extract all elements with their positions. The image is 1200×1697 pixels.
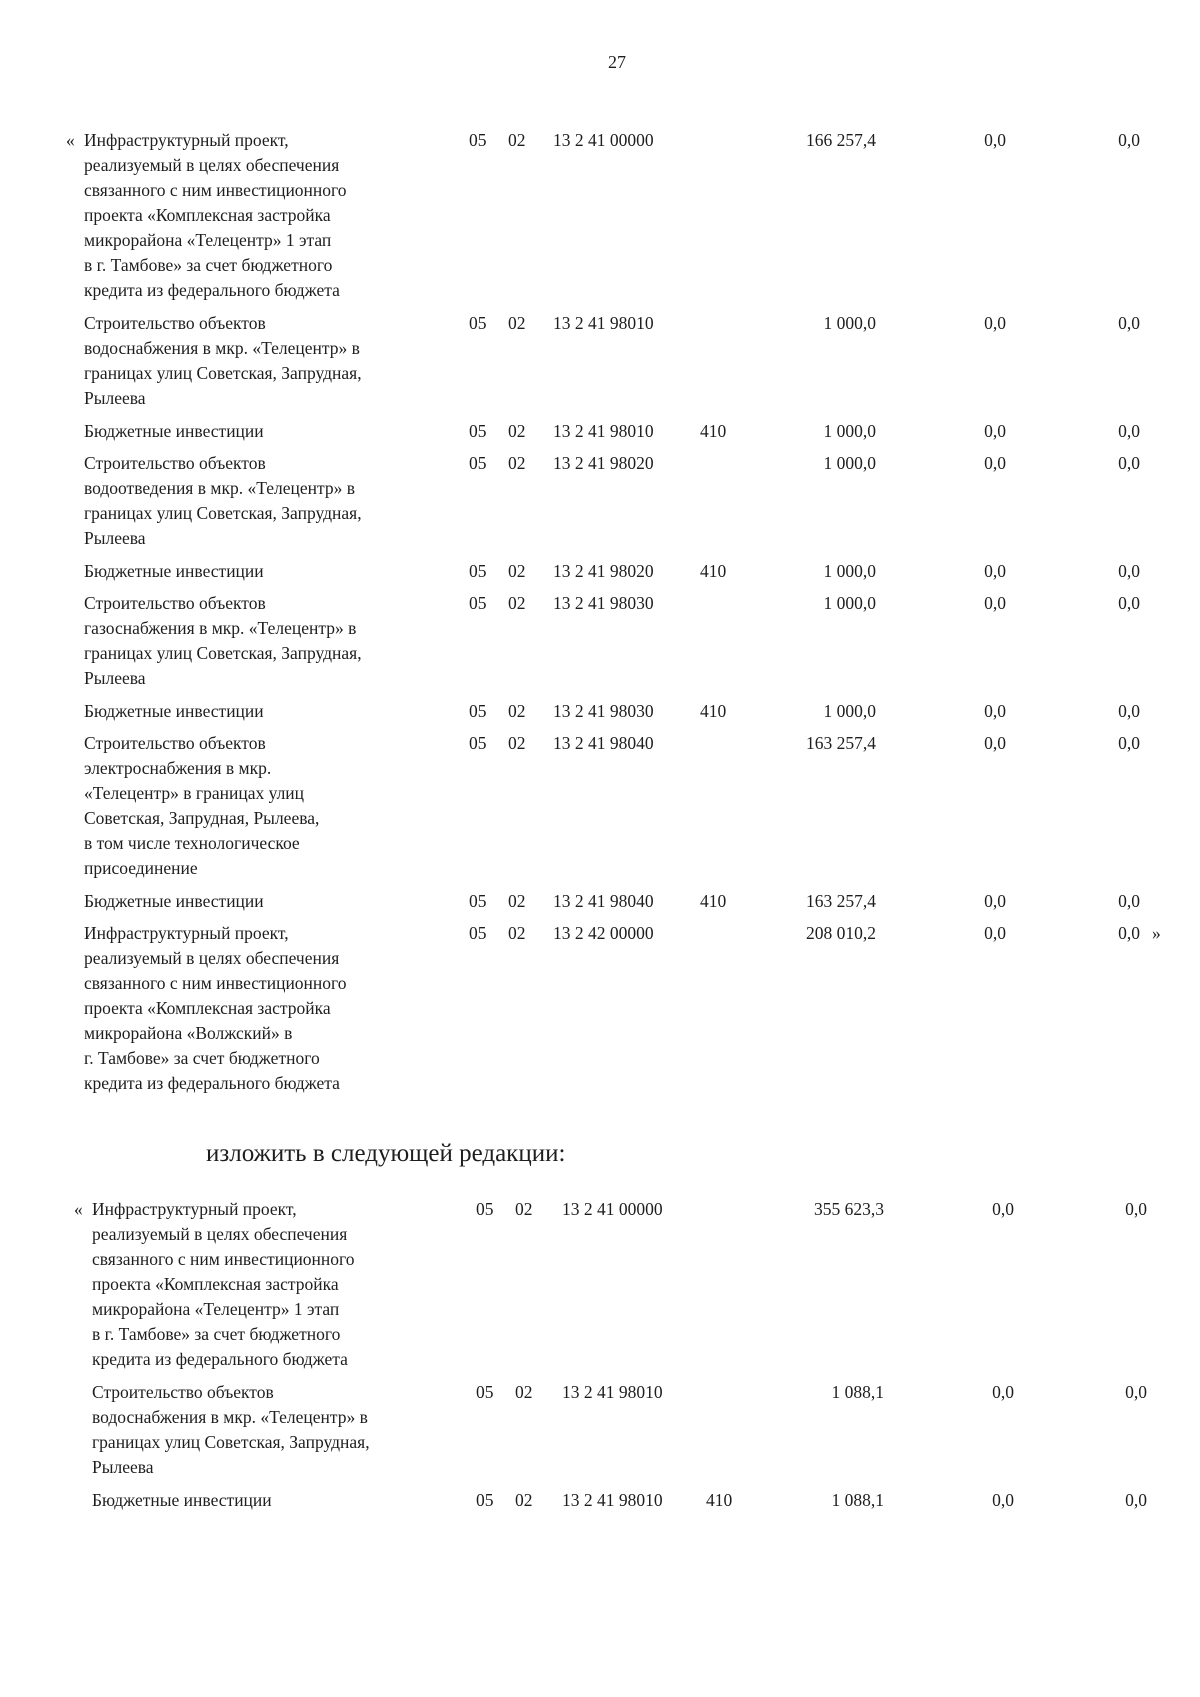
row-name: [84, 451, 454, 551]
amount-year-2: 0,0: [984, 561, 1006, 581]
section-code: 05: [469, 313, 487, 333]
table-row: [0, 128, 1200, 303]
row-name: [84, 311, 454, 411]
amount-year-2: 0,0: [984, 701, 1006, 721]
section-code: 05: [469, 733, 487, 753]
row-name-line: Инфраструктурный проект,: [84, 130, 289, 150]
page-number: 27: [608, 52, 626, 72]
row-name: [66, 128, 454, 303]
target-article-code: 13 2 41 98020: [553, 561, 654, 581]
subsection-code: 02: [508, 733, 526, 753]
row-name-line: кредита из федерального бюджета: [92, 1349, 348, 1369]
row-name-line: границах улиц Советская, Запрудная,: [92, 1432, 370, 1452]
row-name-line: Рылеева: [84, 388, 146, 408]
target-article-code: 13 2 41 98010: [562, 1490, 663, 1510]
amount-year-2: 0,0: [984, 891, 1006, 911]
expense-type-code: 410: [706, 1490, 733, 1510]
subsection-code: 02: [508, 701, 526, 721]
amount-year-1: 1 000,0: [823, 701, 876, 721]
amount-year-2: 0,0: [992, 1199, 1014, 1219]
amount-year-2: 0,0: [984, 453, 1006, 473]
target-article-code: 13 2 41 98030: [553, 593, 654, 613]
row-name-line: кредита из федерального бюджета: [84, 1073, 340, 1093]
section-code: 05: [469, 453, 487, 473]
subsection-code: 02: [508, 923, 526, 943]
budget-table-old: [0, 128, 1200, 1104]
target-article-code: 13 2 41 98010: [553, 313, 654, 333]
row-name-line: микрорайона «Телецентр» 1 этап: [84, 230, 332, 250]
amount-year-3: 0,0: [1118, 923, 1140, 943]
row-name-line: Рылеева: [84, 668, 146, 688]
table-row: [0, 889, 1200, 914]
subsection-code: 02: [508, 130, 526, 150]
target-article-code: 13 2 42 00000: [553, 923, 654, 943]
amount-year-3: 0,0: [1125, 1490, 1147, 1510]
target-article-code: 13 2 41 98030: [553, 701, 654, 721]
row-name-line: границах улиц Советская, Запрудная,: [84, 503, 362, 523]
amount-year-3: 0,0: [1118, 130, 1140, 150]
row-name: [84, 419, 454, 444]
expense-type-code: 410: [700, 561, 727, 581]
amount-year-2: 0,0: [984, 421, 1006, 441]
subsection-code: 02: [508, 313, 526, 333]
subsection-code: 02: [515, 1490, 533, 1510]
amount-year-2: 0,0: [992, 1490, 1014, 1510]
row-name-line: проекта «Комплексная застройка: [92, 1274, 339, 1294]
target-article-code: 13 2 41 98010: [553, 421, 654, 441]
row-name-line: Советская, Запрудная, Рылеева,: [84, 808, 320, 828]
amount-year-3: 0,0: [1118, 891, 1140, 911]
expense-type-code: 410: [700, 701, 727, 721]
row-name: [92, 1488, 462, 1513]
row-name-line: проекта «Комплексная застройка: [84, 998, 331, 1018]
section-code: 05: [469, 891, 487, 911]
row-name-line: реализуемый в целях обеспечения: [92, 1224, 348, 1244]
subsection-code: 02: [508, 421, 526, 441]
table-row: [0, 731, 1200, 881]
row-name: [84, 731, 454, 881]
expense-type-code: 410: [700, 421, 727, 441]
amount-year-2: 0,0: [992, 1382, 1014, 1402]
section-code: 05: [469, 130, 487, 150]
budget-table-new: [0, 1197, 1200, 1520]
row-name-line: Бюджетные инвестиции: [84, 421, 264, 441]
section-code: 05: [476, 1382, 494, 1402]
target-article-code: 13 2 41 98040: [553, 733, 654, 753]
row-name-line: присоединение: [84, 858, 198, 878]
row-name-line: Строительство объектов: [92, 1382, 274, 1402]
table-row: [0, 451, 1200, 551]
target-article-code: 13 2 41 00000: [562, 1199, 663, 1219]
amount-year-3: 0,0: [1118, 313, 1140, 333]
table-row: [0, 1488, 1200, 1513]
amount-year-3: 0,0: [1125, 1382, 1147, 1402]
row-name-line: границах улиц Советская, Запрудная,: [84, 643, 362, 663]
row-name-line: Строительство объектов: [84, 593, 266, 613]
row-name: [84, 591, 454, 691]
row-name: [84, 559, 454, 584]
row-name-line: Бюджетные инвестиции: [84, 701, 264, 721]
row-name-line: связанного с ним инвестиционного: [84, 180, 347, 200]
amount-year-1: 1 000,0: [823, 453, 876, 473]
row-name-line: в г. Тамбове» за счет бюджетного: [84, 255, 333, 275]
row-name-line: Рылеева: [84, 528, 146, 548]
close-quote: »: [1152, 923, 1161, 943]
row-name-line: водоотведения в мкр. «Телецентр» в: [84, 478, 355, 498]
section-code: 05: [469, 421, 487, 441]
row-name-line: кредита из федерального бюджета: [84, 280, 340, 300]
row-name-line: «Телецентр» в границах улиц: [84, 783, 305, 803]
amount-year-1: 1 000,0: [823, 421, 876, 441]
amount-year-1: 163 257,4: [806, 891, 876, 911]
amount-year-3: 0,0: [1118, 733, 1140, 753]
amount-year-1: 166 257,4: [806, 130, 876, 150]
row-name-line: в г. Тамбове» за счет бюджетного: [92, 1324, 341, 1344]
row-name-line: Строительство объектов: [84, 453, 266, 473]
amount-year-1: 1 088,1: [831, 1382, 884, 1402]
section-code: 05: [476, 1199, 494, 1219]
amount-year-3: 0,0: [1118, 421, 1140, 441]
amount-year-1: 355 623,3: [814, 1199, 884, 1219]
instruction-text: изложить в следующей редакции:: [206, 1140, 566, 1167]
row-name-line: реализуемый в целях обеспечения: [84, 948, 340, 968]
table-row: [0, 591, 1200, 691]
row-name-line: электроснабжения в мкр.: [84, 758, 272, 778]
row-name-line: Бюджетные инвестиции: [84, 561, 264, 581]
table-row: [0, 699, 1200, 724]
open-quote: «: [74, 1199, 83, 1219]
target-article-code: 13 2 41 98020: [553, 453, 654, 473]
row-name: [84, 889, 454, 914]
amount-year-2: 0,0: [984, 130, 1006, 150]
subsection-code: 02: [515, 1199, 533, 1219]
subsection-code: 02: [508, 593, 526, 613]
amount-year-2: 0,0: [984, 593, 1006, 613]
row-name-line: Строительство объектов: [84, 313, 266, 333]
section-code: 05: [469, 701, 487, 721]
table-row: [0, 1197, 1200, 1372]
amount-year-2: 0,0: [984, 313, 1006, 333]
row-name-line: Рылеева: [92, 1457, 154, 1477]
amount-year-1: 1 000,0: [823, 561, 876, 581]
amount-year-3: 0,0: [1118, 701, 1140, 721]
table-row: [0, 921, 1200, 1096]
amount-year-1: 1 088,1: [831, 1490, 884, 1510]
subsection-code: 02: [515, 1382, 533, 1402]
amount-year-3: 0,0: [1118, 453, 1140, 473]
row-name-line: Строительство объектов: [84, 733, 266, 753]
amount-year-1: 208 010,2: [806, 923, 876, 943]
row-name-line: г. Тамбове» за счет бюджетного: [84, 1048, 320, 1068]
section-code: 05: [469, 923, 487, 943]
table-row: [0, 311, 1200, 411]
row-name: [84, 699, 454, 724]
row-name-line: водоснабжения в мкр. «Телецентр» в: [84, 338, 360, 358]
subsection-code: 02: [508, 453, 526, 473]
subsection-code: 02: [508, 561, 526, 581]
subsection-code: 02: [508, 891, 526, 911]
amount-year-3: 0,0: [1125, 1199, 1147, 1219]
amount-year-1: 1 000,0: [823, 313, 876, 333]
row-name-line: Инфраструктурный проект,: [92, 1199, 297, 1219]
section-code: 05: [476, 1490, 494, 1510]
row-name-line: микрорайона «Волжский» в: [84, 1023, 293, 1043]
amount-year-3: 0,0: [1118, 561, 1140, 581]
table-row: [0, 1380, 1200, 1480]
table-row: [0, 559, 1200, 584]
row-name: [74, 1197, 462, 1372]
target-article-code: 13 2 41 98040: [553, 891, 654, 911]
expense-type-code: 410: [700, 891, 727, 911]
row-name-line: Бюджетные инвестиции: [92, 1490, 272, 1510]
amount-year-3: 0,0: [1118, 593, 1140, 613]
row-name-line: связанного с ним инвестиционного: [92, 1249, 355, 1269]
amount-year-2: 0,0: [984, 733, 1006, 753]
row-name-line: границах улиц Советская, Запрудная,: [84, 363, 362, 383]
row-name-line: Инфраструктурный проект,: [84, 923, 289, 943]
target-article-code: 13 2 41 00000: [553, 130, 654, 150]
row-name-line: реализуемый в целях обеспечения: [84, 155, 340, 175]
section-code: 05: [469, 561, 487, 581]
row-name: [84, 921, 454, 1096]
row-name: [92, 1380, 462, 1480]
row-name-line: водоснабжения в мкр. «Телецентр» в: [92, 1407, 368, 1427]
row-name-line: в том числе технологическое: [84, 833, 300, 853]
amount-year-2: 0,0: [984, 923, 1006, 943]
open-quote: «: [66, 130, 75, 150]
target-article-code: 13 2 41 98010: [562, 1382, 663, 1402]
row-name-line: газоснабжения в мкр. «Телецентр» в: [84, 618, 357, 638]
row-name-line: микрорайона «Телецентр» 1 этап: [92, 1299, 340, 1319]
amount-year-1: 1 000,0: [823, 593, 876, 613]
row-name-line: связанного с ним инвестиционного: [84, 973, 347, 993]
table-row: [0, 419, 1200, 444]
section-code: 05: [469, 593, 487, 613]
row-name-line: Бюджетные инвестиции: [84, 891, 264, 911]
row-name-line: проекта «Комплексная застройка: [84, 205, 331, 225]
amount-year-1: 163 257,4: [806, 733, 876, 753]
